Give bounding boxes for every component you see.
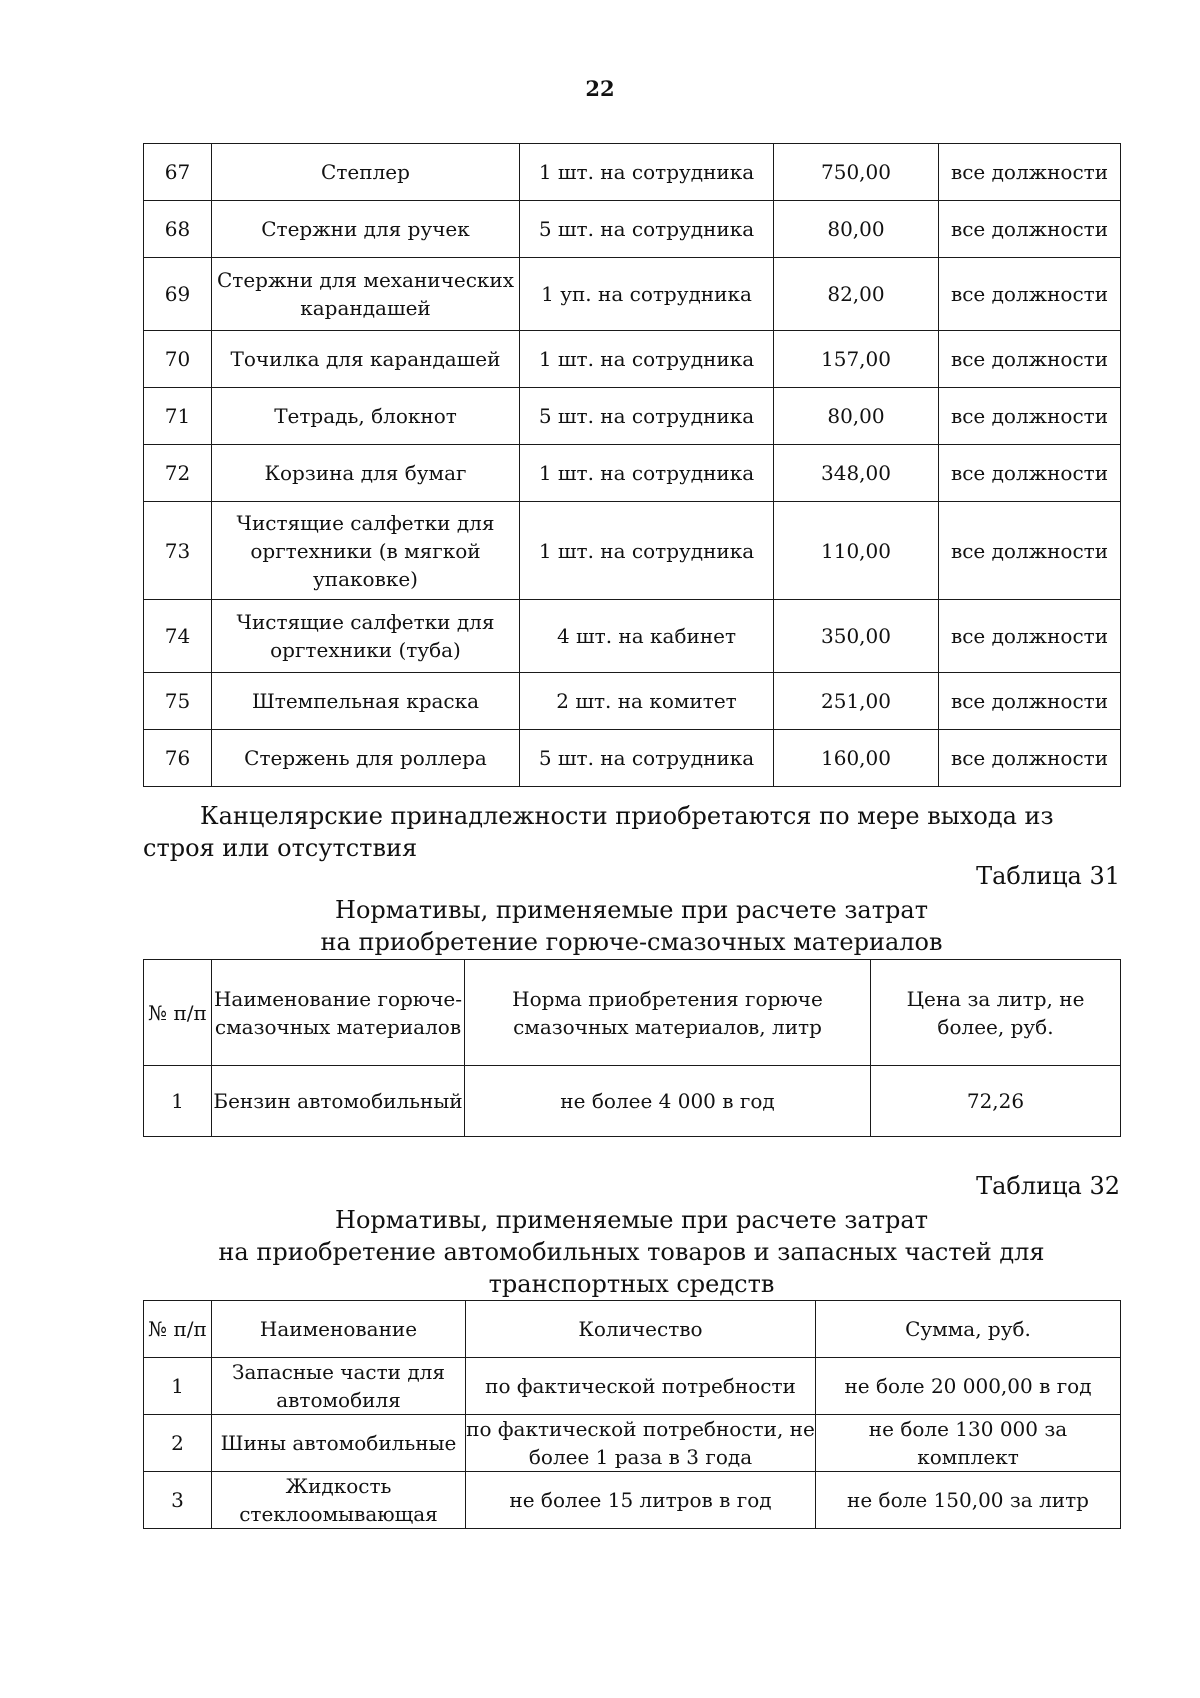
header-quantity: Количество	[466, 1301, 816, 1358]
item-positions: все должности	[939, 600, 1121, 673]
item-name: Чистящие салфетки для оргтехники (туба)	[212, 600, 520, 673]
item-name: Чистящие салфетки для оргтехники (в мягкой упаковке)	[212, 502, 520, 600]
item-name: Стержни для механических карандашей	[212, 258, 520, 331]
part-quantity: по фактической потребности	[466, 1358, 816, 1415]
item-positions: все должности	[939, 730, 1121, 787]
fuel-norm: не более 4 000 в год	[465, 1066, 871, 1137]
row-number: 2	[144, 1415, 212, 1472]
row-number: 71	[144, 388, 212, 445]
table-row	[144, 1415, 1121, 1472]
row-number: 76	[144, 730, 212, 787]
item-name: Точилка для карандашей	[212, 331, 520, 388]
table-row	[144, 1472, 1121, 1529]
row-number: 3	[144, 1472, 212, 1529]
header-name: Наименование	[212, 1301, 466, 1358]
item-price: 750,00	[774, 144, 939, 201]
item-quantity: 1 шт. на сотрудника	[520, 144, 774, 201]
item-positions: все должности	[939, 445, 1121, 502]
table-row	[144, 502, 1121, 600]
row-number: 68	[144, 201, 212, 258]
table31-title-line2: на приобретение горюче-смазочных материалов	[320, 928, 943, 956]
table-row	[144, 730, 1121, 787]
table-header-row	[144, 960, 1121, 1066]
table-row	[144, 258, 1121, 331]
part-quantity: по фактической потребности, не более 1 раза в 3 года	[466, 1415, 816, 1472]
item-positions: все должности	[939, 388, 1121, 445]
header-number: № п/п	[144, 960, 212, 1066]
row-number: 67	[144, 144, 212, 201]
part-name: Запасные части для автомобиля	[212, 1358, 466, 1415]
table-row	[144, 1358, 1121, 1415]
item-quantity: 5 шт. на сотрудника	[520, 201, 774, 258]
row-number: 74	[144, 600, 212, 673]
item-price: 157,00	[774, 331, 939, 388]
row-number: 1	[144, 1066, 212, 1137]
item-quantity: 5 шт. на сотрудника	[520, 388, 774, 445]
item-name: Стержни для ручек	[212, 201, 520, 258]
item-name: Стержень для роллера	[212, 730, 520, 787]
table-row	[144, 445, 1121, 502]
table31-label: Таблица 31	[976, 862, 1120, 890]
item-name: Тетрадь, блокнот	[212, 388, 520, 445]
item-positions: все должности	[939, 331, 1121, 388]
table-row	[144, 201, 1121, 258]
item-quantity: 5 шт. на сотрудника	[520, 730, 774, 787]
item-price: 80,00	[774, 388, 939, 445]
part-name: Жидкость стеклоомывающая	[212, 1472, 466, 1529]
part-name: Шины автомобильные	[212, 1415, 466, 1472]
item-name: Степлер	[212, 144, 520, 201]
header-number: № п/п	[144, 1301, 212, 1358]
row-number: 70	[144, 331, 212, 388]
header-norm: Норма приобретения горюче смазочных материалов, литр	[465, 960, 871, 1066]
table-row	[144, 144, 1121, 201]
page-number: 22	[585, 76, 615, 101]
item-positions: все должности	[939, 258, 1121, 331]
item-price: 110,00	[774, 502, 939, 600]
item-quantity: 4 шт. на кабинет	[520, 600, 774, 673]
note-paragraph: Канцелярские принадлежности приобретаются по мере выхода из строя или отсутствия	[143, 802, 1054, 862]
row-number: 1	[144, 1358, 212, 1415]
item-quantity: 2 шт. на комитет	[520, 673, 774, 730]
item-positions: все должности	[939, 201, 1121, 258]
fuel-name: Бензин автомобильный	[212, 1066, 465, 1137]
table32-label: Таблица 32	[976, 1172, 1120, 1200]
table-row	[144, 600, 1121, 673]
item-quantity: 1 шт. на сотрудника	[520, 502, 774, 600]
table-row	[144, 1066, 1121, 1137]
part-sum: не боле 130 000 за комплект	[816, 1415, 1121, 1472]
row-number: 69	[144, 258, 212, 331]
header-name: Наименование горюче-смазочных материалов	[212, 960, 465, 1066]
table-row	[144, 673, 1121, 730]
item-quantity: 1 шт. на сотрудника	[520, 445, 774, 502]
item-quantity: 1 уп. на сотрудника	[520, 258, 774, 331]
item-price: 160,00	[774, 730, 939, 787]
row-number: 72	[144, 445, 212, 502]
item-price: 80,00	[774, 201, 939, 258]
item-positions: все должности	[939, 673, 1121, 730]
item-price: 348,00	[774, 445, 939, 502]
header-sum: Сумма, руб.	[816, 1301, 1121, 1358]
item-quantity: 1 шт. на сотрудника	[520, 331, 774, 388]
table32-title-line2: на приобретение автомобильных товаров и запасных частей для транспортных средств	[218, 1238, 1045, 1298]
fuel-price: 72,26	[871, 1066, 1121, 1137]
auto-parts-table	[143, 1300, 1121, 1529]
row-number: 75	[144, 673, 212, 730]
item-price: 350,00	[774, 600, 939, 673]
item-positions: все должности	[939, 144, 1121, 201]
fuel-norms-table	[143, 959, 1121, 1137]
table-header-row	[144, 1301, 1121, 1358]
row-number: 73	[144, 502, 212, 600]
part-sum: не боле 150,00 за литр	[816, 1472, 1121, 1529]
part-sum: не боле 20 000,00 в год	[816, 1358, 1121, 1415]
header-price: Цена за литр, не более, руб.	[871, 960, 1121, 1066]
table-row	[144, 331, 1121, 388]
item-price: 82,00	[774, 258, 939, 331]
item-price: 251,00	[774, 673, 939, 730]
part-quantity: не более 15 литров в год	[466, 1472, 816, 1529]
table31-title-line1: Нормативы, применяемые при расчете затрат	[335, 896, 928, 924]
item-positions: все должности	[939, 502, 1121, 600]
table-row	[144, 388, 1121, 445]
office-supplies-table	[143, 143, 1121, 787]
table32-title-line1: Нормативы, применяемые при расчете затрат	[335, 1206, 928, 1234]
item-name: Корзина для бумаг	[212, 445, 520, 502]
item-name: Штемпельная краска	[212, 673, 520, 730]
